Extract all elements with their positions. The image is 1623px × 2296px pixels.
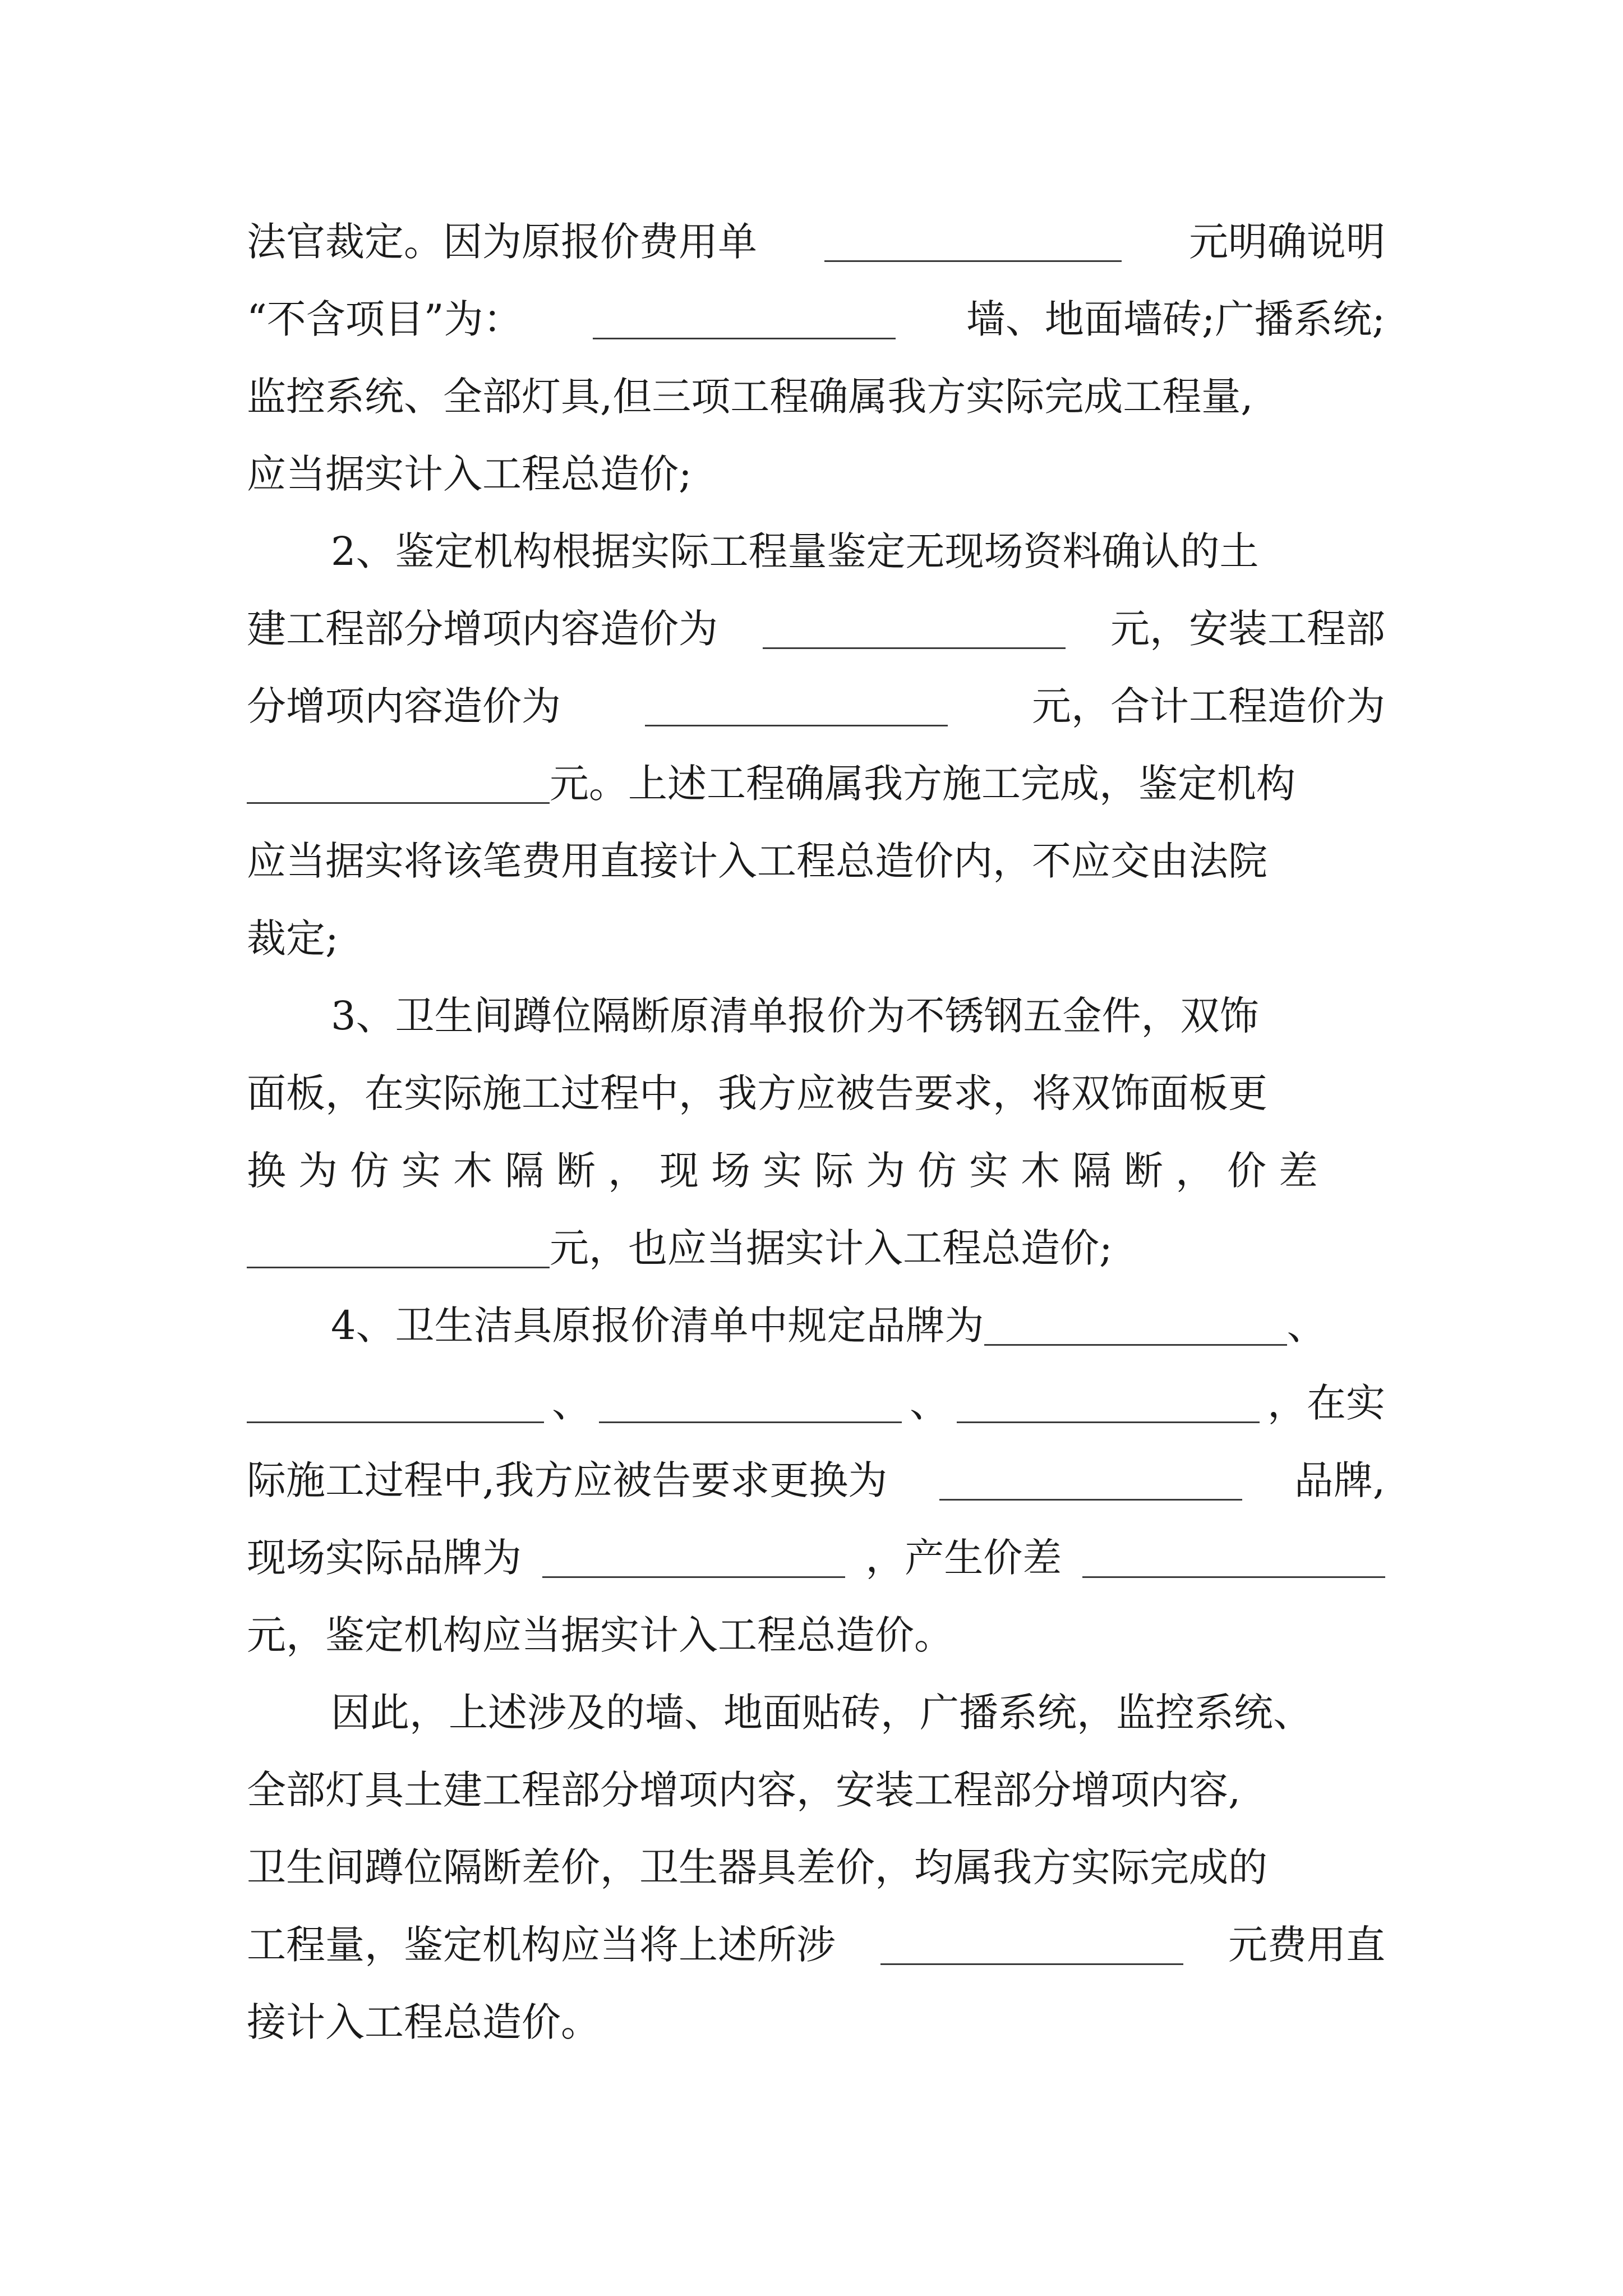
text-segment: ，在实	[1267, 1380, 1385, 1426]
text-line	[247, 1442, 1385, 1519]
text-segment: 元，合计工程造价为	[1032, 683, 1385, 729]
fill-in-blank[interactable]	[593, 291, 896, 339]
text-segment: 现场实际品牌为	[247, 1535, 522, 1581]
fill-in-blank[interactable]	[824, 213, 1122, 262]
fill-in-blank[interactable]	[247, 755, 550, 804]
text-line	[247, 1596, 1385, 1674]
paragraph-first-line	[247, 1674, 1385, 1751]
fill-in-blank[interactable]	[645, 678, 948, 726]
text-segment: “不含项目”为：	[247, 296, 523, 342]
text-line	[247, 900, 1385, 977]
text-line	[247, 1984, 1385, 2061]
text-segment: 应当据实将该笔费用直接计入工程总造价内，不应交由法院	[247, 838, 1267, 884]
text-line	[247, 1906, 1385, 1984]
text-segment: ，产生价差	[865, 1535, 1062, 1581]
text-segment: 元，鉴定机构应当据实计入工程总造价。	[247, 1612, 953, 1658]
text-segment: 、	[552, 1380, 591, 1426]
text-segment: 法官裁定。因为原报价费用单	[247, 219, 757, 265]
text-segment: 3、卫生间蹲位隔断原清单报价为不锈钢五金件，双饰	[331, 993, 1259, 1039]
fill-in-blank[interactable]	[957, 1374, 1260, 1423]
text-segment: 际施工过程中,我方应被告要求更换为	[247, 1457, 888, 1503]
text-line	[247, 435, 1385, 513]
text-segment: 元明确说明	[1189, 219, 1385, 265]
text-line	[247, 1829, 1385, 1906]
fill-in-blank[interactable]	[247, 1220, 550, 1268]
text-line	[247, 358, 1385, 435]
text-line	[247, 203, 1385, 280]
fill-in-blank[interactable]	[1082, 1529, 1385, 1578]
text-segment: 元费用直	[1228, 1922, 1385, 1968]
text-segment: 全部灯具土建工程部分增项内容，安装工程部分增项内容,	[247, 1767, 1241, 1813]
text-line	[247, 1364, 1385, 1442]
text-segment: 接计入工程总造价。	[247, 1999, 600, 2045]
text-segment: 监控系统、全部灯具,但三项工程确属我方实际完成工程量,	[247, 374, 1253, 420]
text-line	[247, 280, 1385, 358]
text-line	[247, 1209, 1385, 1287]
text-segment: 2、鉴定机构根据实际工程量鉴定无现场资料确认的土	[331, 528, 1259, 574]
fill-in-blank[interactable]	[599, 1374, 902, 1423]
text-segment: 面板，在实际施工过程中，我方应被告要求，将双饰面板更	[247, 1070, 1267, 1116]
text-segment: 元，安装工程部	[1110, 606, 1385, 652]
text-line	[247, 822, 1385, 900]
paragraph-first-line	[247, 513, 1385, 590]
text-segment: 4、卫生洁具原报价清单中规定品牌为	[331, 1303, 984, 1349]
text-line	[247, 1751, 1385, 1829]
text-segment: 卫生间蹲位隔断差价，卫生器具差价，均属我方实际完成的	[247, 1844, 1267, 1890]
text-segment: 、	[910, 1380, 949, 1426]
fill-in-blank[interactable]	[542, 1529, 845, 1578]
fill-in-blank[interactable]	[984, 1297, 1287, 1346]
text-segment: 建工程部分增项内容造价为	[247, 606, 718, 652]
text-line	[247, 1519, 1385, 1596]
text-line	[247, 668, 1385, 745]
fill-in-blank[interactable]	[247, 1374, 544, 1423]
text-segment: 换为仿实木隔断，现场实际为仿实木隔断，价差	[247, 1148, 1330, 1194]
paragraph-first-line	[247, 1287, 1385, 1364]
text-segment: 元，也应当据实计入工程总造价;	[550, 1225, 1113, 1271]
text-segment: 品牌,	[1294, 1457, 1385, 1503]
text-segment: 分增项内容造价为	[247, 683, 561, 729]
text-line	[247, 1132, 1385, 1209]
text-segment: 工程量，鉴定机构应当将上述所涉	[247, 1922, 836, 1968]
fill-in-blank[interactable]	[763, 600, 1066, 649]
text-segment: 墙、地面墙砖;广播系统;	[966, 296, 1385, 342]
text-segment: 因此，上述涉及的墙、地面贴砖，广播系统，监控系统、	[331, 1690, 1312, 1736]
fill-in-blank[interactable]	[880, 1916, 1183, 1965]
text-line	[247, 745, 1385, 822]
text-segment: 裁定;	[247, 915, 339, 961]
text-line	[247, 1055, 1385, 1132]
text-line	[247, 590, 1385, 668]
paragraph-first-line	[247, 977, 1385, 1055]
text-segment: 元。上述工程确属我方施工完成，鉴定机构	[550, 761, 1295, 807]
fill-in-blank[interactable]	[939, 1452, 1242, 1501]
text-segment: 应当据实计入工程总造价;	[247, 451, 692, 497]
text-segment: 、	[1287, 1303, 1326, 1349]
